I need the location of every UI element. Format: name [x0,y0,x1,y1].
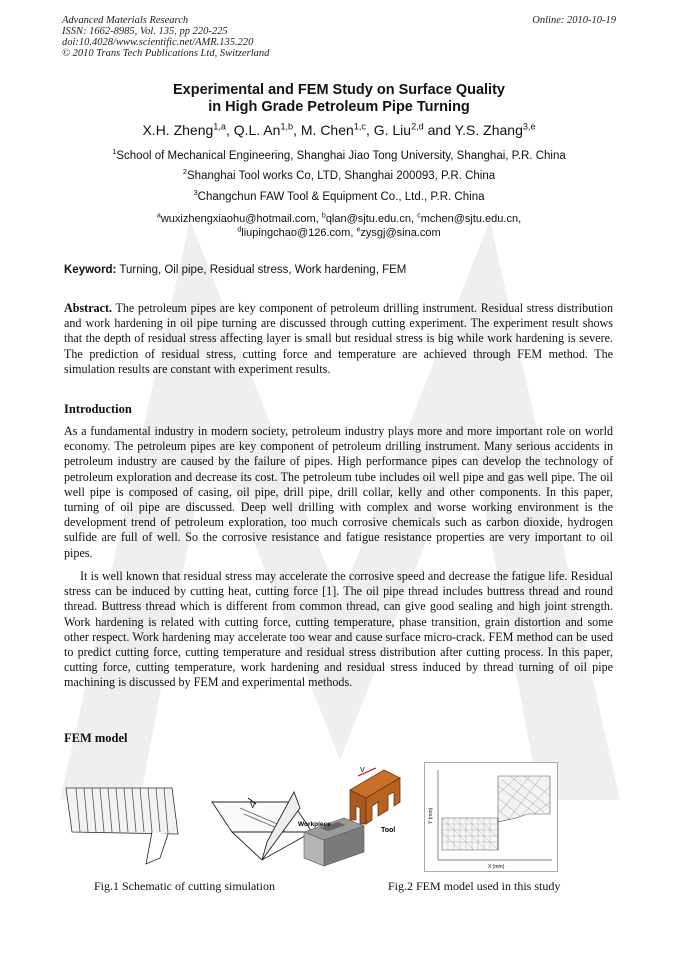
author-sup: 1,c [353,121,366,132]
author-sup: 1,b [280,121,294,132]
email-sup: a [156,211,161,220]
abstract-label: Abstract. [64,301,113,315]
abstract-text: The petroleum pipes are key component of petroleum drilling instrument. Residual stress distribution and work hardening in oil pipe turning are discussed through cutting experiment. The experiment result shows that the depth of residual stress affecting layer is small but residual stress is big while work hardening is severe. The prediction of residual stress, cutting force and temperature are achieved through FEM method. The simulation results are constant with experiment results. [64,301,613,376]
threaded-pipe [66,788,178,864]
affiliation [0,147,678,162]
keywords [64,264,406,276]
keyword-label: Keyword: [64,264,117,276]
doi: doi:10.4028/www.scientific.net/AMR.135.220 [62,37,254,48]
keyword-list: Turning, Oil pipe, Residual stress, Work hardening, FEM [116,264,407,276]
velocity-label: V [360,767,365,774]
email-sep: , [518,213,522,225]
paper-title [0,82,678,116]
affiliation-sup: 3 [193,188,198,198]
abstract [64,301,613,377]
section-heading-fem-model: FEM model [64,731,128,745]
email-link[interactable]: qlan@sjtu.edu.cn [325,213,411,225]
cutting-wedge [212,792,312,860]
figure-1-cutting-schematic [62,762,402,874]
author-name: Y.S. Zhang [454,122,523,138]
title-line-2: in High Grade Petroleum Pipe Turning [208,99,470,115]
journal-header [62,15,269,59]
figure-2-caption: Fig.2 FEM model used in this study [388,879,561,893]
author-sep: and [423,122,455,138]
y-axis-label: Y (mm) [428,807,434,824]
email-sup: b [321,211,326,220]
affiliation [0,188,678,203]
affiliation-text: Shanghai Tool works Co, LTD, Shanghai 200093, P.R. China [187,170,496,182]
tool-label: Tool [381,827,396,834]
email-link[interactable]: zysgj@sina.com [360,227,441,239]
x-axis-label: X (mm) [488,864,505,870]
affiliation-text: Changchun FAW Tool & Equipment Co., Ltd., P.R. China [197,191,485,203]
workpiece-mesh [442,818,498,850]
email-sup: e [356,225,361,234]
intro-paragraph-1: As a fundamental industry in modern society, petroleum industry plays more and more important role on world economy. The petroleum pipes are key component of petroleum drilling instrument. Many serious accidents in petroleum industry are caused by the failure of pipes. High performance pipes can develop the technology of petroleum exploration and decrease its cost. The petroleum tube includes oil well pipe and gas well pipe. The oil well pipe is composed of casing, oil pipe, drill pipe, drill collar, kelly and other components. In this paper, turning of oil pipe are discussed. Deep well drilling with complex and worse working environment is the development trend of petroleum exploration, too much corrosive chemicals such as carbon dioxide, hydrogen sulfide are full of well. So the corrosive resistance and fatigue resistance properties are very important to oil pipes. [64,424,613,560]
workpiece-label: Workpiece [298,821,331,828]
author-name: M. Chen [300,122,354,138]
tool-block [350,770,400,824]
velocity-label: V [250,801,256,810]
author-name: Q.L. An [233,122,281,138]
email-link[interactable]: wuxizhengxiaohu@hotmail.com [160,213,316,225]
figure-2-fem-model [424,762,558,872]
email-sep: , [315,213,322,225]
author-name: G. Liu [373,122,412,138]
issn: ISSN: 1662-8985, Vol. 135, pp 220-225 [62,26,228,37]
author-name: X.H. Zheng [142,122,214,138]
author-sup: 2,d [411,121,424,132]
author-sep: , [365,122,374,138]
intro-paragraph-2: It is well known that residual stress may accelerate the corrosive speed and decrease the fatigue life. Residual stress can be induced by cutting heat, cutting force [1]. The oil pipe thread includes buttress thread and round thread. Buttress thread which is different from common thread, can give good sealing and high joint strength. Work hardening is related with cutting force, cutting temperature, phase transition, grain distortion and some other respect. Work hardening may accelerate too wear and cause surface micro-crack. FEM method can be used to predict cutting force, cutting temperature and residual stress distribution after cutting process. In this paper, cutting force, cutting temperature, work hardening and residual stress induced by thread turning of oil pipe machining is discussed by FEM and experimental methods. [64,569,613,690]
title-line-1: Experimental and FEM Study on Surface Quality [173,82,505,98]
author-sup: 3,e [522,121,536,132]
section-heading-introduction: Introduction [64,402,132,416]
figure-1-caption: Fig.1 Schematic of cutting simulation [94,879,275,893]
affiliation-sup: 2 [182,167,187,177]
email-sup: d [237,225,242,234]
online-date: Online: 2010-10-19 [532,15,616,26]
email-sep: , [410,213,418,225]
email-link[interactable]: liupingchao@126.com [241,227,351,239]
copyright: © 2010 Trans Tech Publications Ltd, Switzerland [62,48,270,59]
email-list [0,212,678,240]
author-sep: , [293,122,301,138]
affiliation-text: School of Mechanical Engineering, Shanghai Jiao Tong University, Shanghai, P.R. China [116,150,566,162]
journal-name: Advanced Materials Research [62,15,189,26]
affiliation-sup: 1 [112,147,117,157]
email-sup: c [417,211,421,220]
email-sep: , [350,227,357,239]
author-sup: 1,a [213,121,226,132]
author-sep: , [225,122,234,138]
author-list [0,122,678,138]
email-link[interactable]: mchen@sjtu.edu.cn [420,213,519,225]
affiliation [0,167,678,182]
